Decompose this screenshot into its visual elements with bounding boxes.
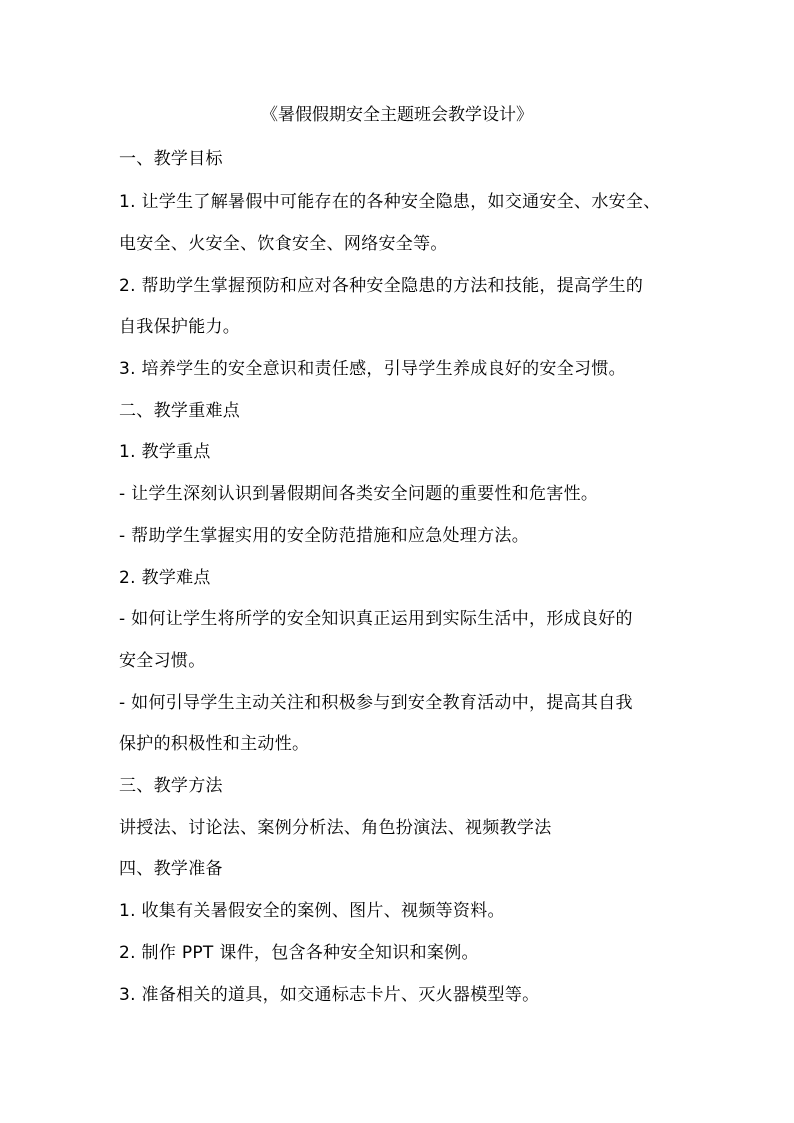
bullet-line: - 如何引导学生主动关注和积极参与到安全教育活动中，提高其自我 <box>119 693 633 713</box>
subheading-difficulty: 2. 教学难点 <box>119 568 211 588</box>
section-heading-methods: 三、教学方法 <box>119 776 223 796</box>
paragraph-line: 电安全、火安全、饮食安全、网络安全等。 <box>119 234 448 254</box>
bullet-line: - 帮助学生掌握实用的安全防范措施和应急处理方法。 <box>119 526 530 546</box>
paragraph-line: 2. 帮助学生掌握预防和应对各种安全隐患的方法和技能，提高学生的 <box>119 276 644 296</box>
paragraph-line: 1. 收集有关暑假安全的案例、图片、视频等资料。 <box>119 901 505 921</box>
bullet-line: - 如何让学生将所学的安全知识真正运用到实际生活中，形成良好的 <box>119 609 633 629</box>
document-title: 《暑假假期安全主题班会教学设计》 <box>261 105 533 125</box>
paragraph-line: 自我保护能力。 <box>119 317 241 337</box>
section-heading-objectives: 一、教学目标 <box>119 149 223 169</box>
subheading-key-point: 1. 教学重点 <box>119 442 211 462</box>
section-heading-key-points: 二、教学重难点 <box>119 401 241 421</box>
paragraph-line: 讲授法、讨论法、案例分析法、角色扮演法、视频教学法 <box>119 818 552 838</box>
section-heading-preparation: 四、教学准备 <box>119 859 223 879</box>
paragraph-line: 安全习惯。 <box>119 651 206 671</box>
paragraph-line: 1. 让学生了解暑假中可能存在的各种安全隐患，如交通安全、水安全、 <box>119 192 661 212</box>
paragraph-line: 2. 制作 PPT 课件，包含各种安全知识和案例。 <box>119 943 479 963</box>
paragraph-line: 保护的积极性和主动性。 <box>119 734 310 754</box>
bullet-line: - 让学生深刻认识到暑假期间各类安全问题的重要性和危害性。 <box>119 484 599 504</box>
paragraph-line: 3. 培养学生的安全意识和责任感，引导学生养成良好的安全习惯。 <box>119 359 626 379</box>
paragraph-line: 3. 准备相关的道具，如交通标志卡片、灭火器模型等。 <box>119 985 540 1005</box>
